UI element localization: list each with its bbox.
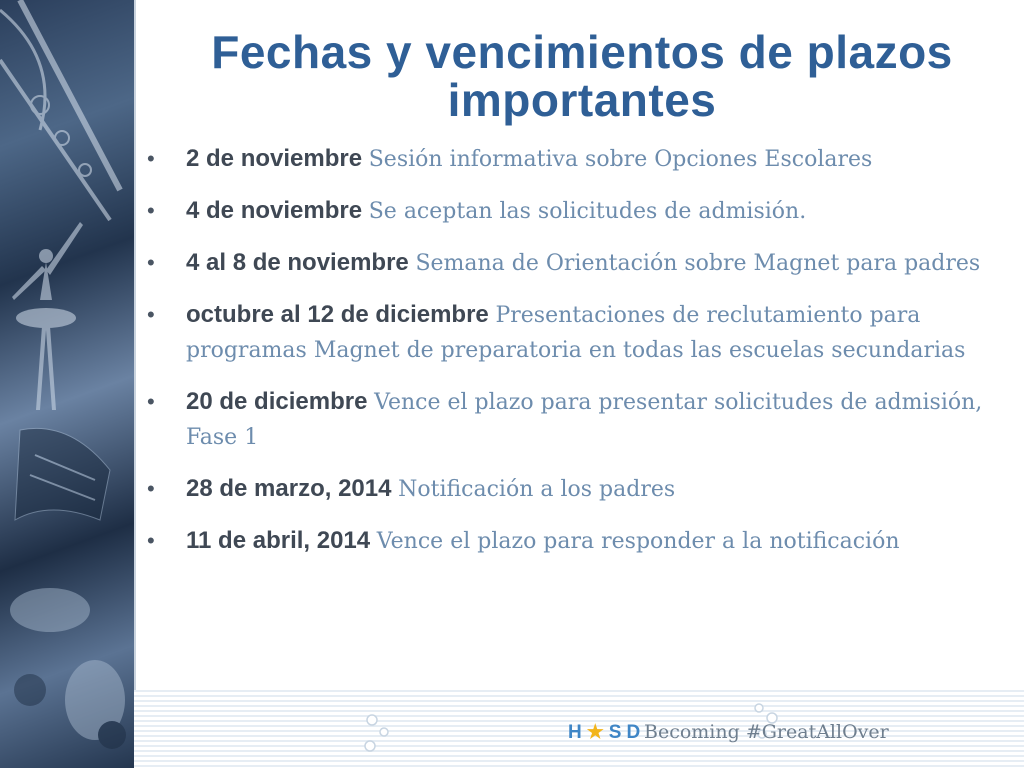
title-line-1: Fechas y vencimientos de plazos bbox=[211, 26, 953, 78]
item-description: Se aceptan las solicitudes de admisión. bbox=[368, 199, 807, 224]
title-line-2: importantes bbox=[447, 74, 717, 126]
bullet-icon: • bbox=[147, 528, 155, 553]
list-item bbox=[147, 246, 1010, 281]
bullet-icon: • bbox=[147, 146, 155, 171]
footer-tagline: Becoming #GreatAllOver bbox=[644, 721, 889, 743]
item-date: 20 de diciembre bbox=[186, 388, 375, 415]
item-date: 28 de marzo, 2014 bbox=[186, 475, 392, 502]
item-date: 2 de noviembre bbox=[186, 145, 363, 172]
bullet-icon: • bbox=[147, 250, 155, 275]
list-item bbox=[147, 472, 1010, 507]
bullet-icon: • bbox=[147, 476, 155, 501]
list-item bbox=[147, 298, 1010, 368]
deadline-list bbox=[147, 142, 1010, 576]
collage-art bbox=[0, 0, 134, 768]
item-description: Vence el plazo para presentar solicitudes de admisión, Fase 1 bbox=[186, 390, 983, 450]
star-icon: ★ bbox=[586, 722, 609, 743]
item-date: 4 de noviembre bbox=[186, 197, 363, 224]
bullet-icon: • bbox=[147, 198, 155, 223]
slide-title bbox=[150, 28, 1014, 124]
item-description: Presentaciones de reclutamiento para programas Magnet de preparatoria en todas las escuelas secundarias bbox=[186, 303, 966, 363]
bullet-icon: • bbox=[147, 302, 155, 327]
hisd-logo: H★SD bbox=[568, 722, 646, 743]
list-item bbox=[147, 385, 1010, 455]
item-date: 11 de abril, 2014 bbox=[186, 527, 371, 554]
list-item bbox=[147, 142, 1010, 177]
bullet-icon: • bbox=[147, 389, 155, 414]
list-item bbox=[147, 524, 1010, 559]
item-description: Notificación a los padres bbox=[398, 477, 676, 502]
item-description: Semana de Orientación sobre Magnet para padres bbox=[415, 251, 981, 276]
item-date: octubre al 12 de diciembre bbox=[186, 301, 489, 328]
item-date: 4 al 8 de noviembre bbox=[186, 249, 416, 276]
collage-border bbox=[134, 0, 136, 768]
list-item bbox=[147, 194, 1010, 229]
item-description: Vence el plazo para responder a la notificación bbox=[376, 529, 900, 554]
item-description: Sesión informativa sobre Opciones Escolares bbox=[368, 147, 873, 172]
decorative-photo-collage bbox=[0, 0, 134, 768]
